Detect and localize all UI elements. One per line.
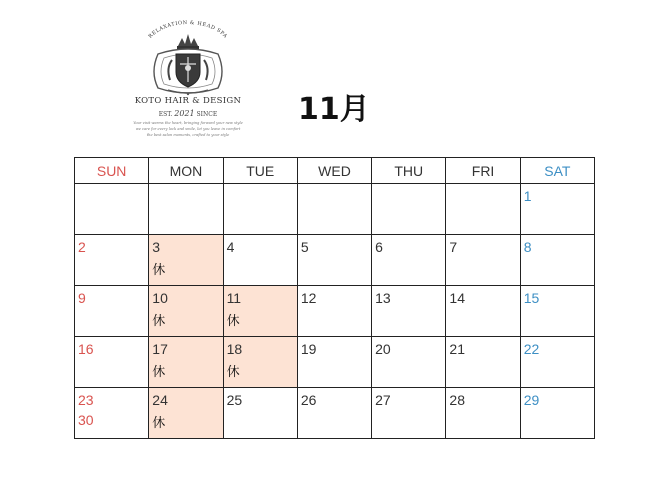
day-number: 23 (78, 392, 94, 408)
calendar-day-cell (149, 286, 223, 337)
closed-day-mark: 休 (152, 263, 166, 278)
day-number: 12 (300, 290, 317, 306)
calendar-day-cell (297, 184, 371, 235)
calendar-day-cell (520, 286, 594, 337)
day-number: 18 (226, 341, 243, 357)
calendar-day-cell (446, 286, 520, 337)
salon-logo (128, 20, 248, 145)
weekday-header-row (75, 158, 595, 184)
weekday-wed: WED (297, 158, 371, 184)
calendar-day-cell (520, 337, 594, 388)
day-number: 19 (300, 341, 317, 357)
calendar-day-cell (520, 184, 594, 235)
logo-arc-text: RELAXATION & HEAD SPA (147, 20, 229, 40)
weekday-tue: TUE (223, 158, 297, 184)
day-number: 15 (523, 290, 540, 306)
calendar-day-cell (75, 286, 149, 337)
day-number: 3 (152, 239, 161, 255)
calendar-day-cell (297, 235, 371, 286)
day-number: 9 (78, 290, 86, 306)
day-number: 10 (152, 290, 168, 306)
calendar-day-cell (446, 184, 520, 235)
day-number: 30 (78, 412, 94, 428)
calendar-grid (74, 157, 595, 439)
day-number: 28 (449, 392, 465, 408)
closed-day-mark: 休 (226, 365, 240, 380)
day-number: 22 (523, 341, 540, 357)
calendar-body (75, 184, 595, 439)
calendar-day-cell (446, 388, 520, 439)
day-number: 20 (375, 341, 391, 357)
month-title: 11月 (298, 92, 370, 127)
logo-est-left: EST. (158, 111, 173, 118)
calendar-week-row (75, 337, 595, 388)
calendar-week-row (75, 184, 595, 235)
calendar-day-cell (372, 235, 446, 286)
weekday-thu: THU (372, 158, 446, 184)
weekday-sat: SAT (520, 158, 594, 184)
calendar-day-cell (223, 388, 297, 439)
calendar-day-cell (372, 388, 446, 439)
day-number: 14 (449, 290, 465, 306)
calendar-day-cell (223, 235, 297, 286)
logo-est-right: SINCE (196, 111, 218, 118)
calendar-day-cell (372, 337, 446, 388)
logo-tagline (128, 120, 248, 138)
day-number: 8 (523, 239, 532, 255)
day-number: 2 (78, 239, 86, 255)
day-number: 29 (523, 392, 540, 408)
calendar-day-cell (372, 184, 446, 235)
day-number: 17 (152, 341, 168, 357)
day-number: 11 (226, 290, 242, 306)
calendar-day-cell (297, 286, 371, 337)
calendar-day-cell (75, 235, 149, 286)
logo-tagline-line: the best salon moments, crafted to your style (146, 133, 230, 137)
calendar-day-cell (223, 337, 297, 388)
day-number: 7 (449, 239, 458, 255)
logo-tagline-line: we care for every lock and smile, let you leave in comfort (135, 127, 241, 131)
calendar-day-cell (520, 235, 594, 286)
day-number: 24 (152, 392, 168, 408)
calendar-day-cell (75, 184, 149, 235)
weekday-sun: SUN (75, 158, 149, 184)
closed-day-mark: 休 (152, 314, 166, 329)
day-number: 26 (300, 392, 317, 408)
logo-tagline-line: Your visit warms the heart, bringing forward your new style (133, 121, 243, 125)
weekday-mon: MON (149, 158, 223, 184)
logo-est-year: 2021 (174, 109, 195, 118)
day-number: 1 (523, 188, 532, 204)
day-number: 5 (300, 239, 309, 255)
closed-day-mark: 休 (226, 314, 240, 329)
day-number: 4 (226, 239, 235, 255)
calendar-day-cell (520, 388, 594, 439)
calendar-day-cell (75, 337, 149, 388)
crest-emblem-icon (128, 20, 248, 96)
closed-day-mark: 休 (152, 416, 166, 431)
calendar-day-cell (149, 337, 223, 388)
closed-day-mark: 休 (152, 365, 166, 380)
calendar-day-cell (372, 286, 446, 337)
day-number: 25 (226, 392, 243, 408)
calendar-day-cell (149, 388, 223, 439)
calendar-day-cell (223, 184, 297, 235)
day-number: 6 (375, 239, 383, 255)
calendar-week-row (75, 235, 595, 286)
weekday-fri: FRI (446, 158, 520, 184)
calendar-day-cell (75, 388, 149, 439)
calendar-day-cell (149, 235, 223, 286)
day-number: 21 (449, 341, 465, 357)
logo-brand-name: KOTO HAIR & DESIGN (134, 96, 242, 106)
calendar-day-cell (297, 337, 371, 388)
day-number: 13 (375, 290, 391, 306)
calendar-day-cell (446, 337, 520, 388)
calendar-day-cell (297, 388, 371, 439)
calendar-day-cell (446, 235, 520, 286)
calendar-week-row (75, 286, 595, 337)
logo-established (128, 109, 248, 118)
calendar-day-cell (149, 184, 223, 235)
calendar-week-row (75, 388, 595, 439)
day-number: 27 (375, 392, 391, 408)
day-number: 16 (78, 341, 94, 357)
calendar-day-cell (223, 286, 297, 337)
